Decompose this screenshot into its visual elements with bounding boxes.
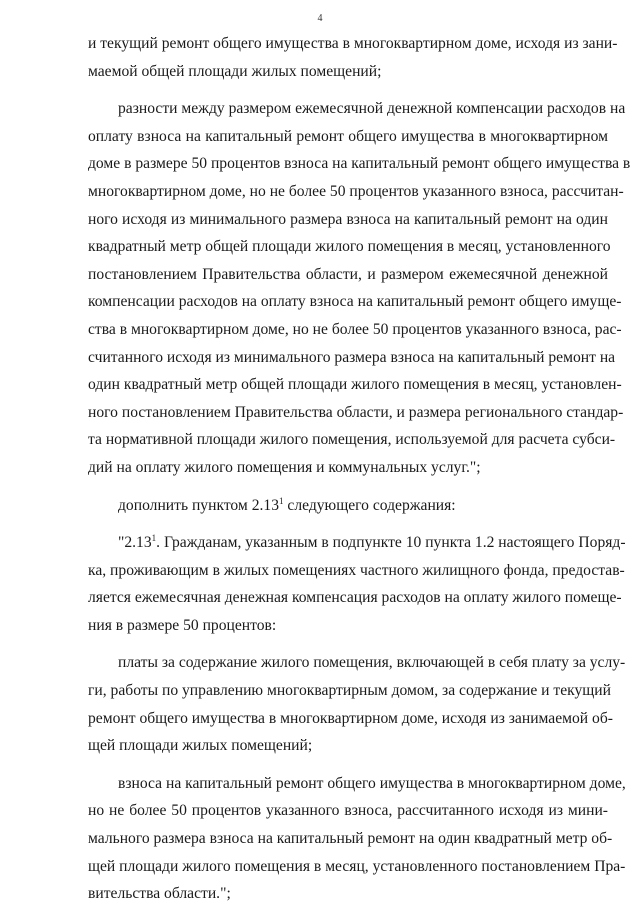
superscript: 1 <box>151 533 157 544</box>
page-number: 4 <box>317 13 323 24</box>
paragraph-gap <box>88 519 608 529</box>
text-line <box>88 529 626 557</box>
text-line <box>88 880 608 908</box>
text-run: и текущий ремонт общего имущества в многоквартирном доме, исходя из зани- <box>88 35 618 52</box>
text-run: ляется ежемесячная денежная компенсация расходов на оплату жилого помеще- <box>88 589 622 607</box>
text-run: ка, проживающим в жилых помещениях частного жилищного фонда, предостав- <box>88 561 625 579</box>
text-line <box>88 316 622 344</box>
text-line <box>88 853 626 881</box>
text-line <box>88 206 608 234</box>
text-line <box>88 233 611 261</box>
text-run: дий на оплату жилого помещения и коммунальных услуг."; <box>88 458 481 476</box>
text-run: платы за содержание жилого помещения, включающей в себя плату за услу- <box>118 654 626 672</box>
paragraph <box>88 529 626 639</box>
text-line <box>88 261 608 289</box>
text-run: . Гражданам, указанным в подпункте 10 пункта 1.2 настоящего Поряд- <box>156 534 626 552</box>
text-run: но не более 50 процентов указанного взноса, рассчитанного исходя из мини- <box>88 802 608 820</box>
paragraph-gap <box>88 85 608 95</box>
text-line <box>88 649 626 677</box>
text-line <box>88 612 608 640</box>
text-run: ремонт общего имущества в многоквартирном доме, исходя из занимаемой об- <box>88 709 613 727</box>
text-line <box>88 399 624 427</box>
text-line <box>88 30 618 58</box>
text-run: вительства области."; <box>88 885 231 903</box>
text-run: постановлением Правительства области, и размером ежемесячной денежной <box>88 265 608 283</box>
superscript: 1 <box>279 495 284 506</box>
paragraph-gap <box>88 482 608 492</box>
text-run: взноса на капитальный ремонт общего имущества в многоквартирном доме, <box>118 774 626 792</box>
text-run: доме в размере 50 процентов взноса на капитальный ремонт общего имущества в <box>88 155 631 173</box>
text-run: мального размера взноса на капитальный ремонт на один квадратный метр об- <box>88 830 613 848</box>
text-run: та нормативной площади жилого помещения, используемой для расчета субси- <box>88 431 616 449</box>
text-line <box>88 426 616 454</box>
paragraph <box>88 95 631 481</box>
paragraph <box>88 30 618 85</box>
text-line <box>88 95 626 123</box>
text-line <box>88 371 622 399</box>
text-line <box>88 677 611 705</box>
text-run: "2.13 <box>118 534 152 552</box>
text-run: разности между размером ежемесячной денежной компенсации расходов на <box>118 100 626 118</box>
paragraph-gap <box>88 760 608 770</box>
text-run: следующего содержания: <box>283 496 456 514</box>
text-run: щей площади жилого помещения в месяц, установленного постановлением Пра- <box>88 857 626 875</box>
text-line <box>88 825 613 853</box>
text-run: один квадратный метр общей площади жилого помещения в месяц, установлен- <box>88 376 622 394</box>
document-body <box>88 30 631 908</box>
text-run: оплату взноса на капитальный ремонт общего имущества в многоквартирном <box>88 127 608 145</box>
paragraph <box>88 770 626 908</box>
text-run: ги, работы по управлению многоквартирным домом, за содержание и текущий <box>88 682 611 700</box>
text-line <box>88 288 622 316</box>
text-line <box>88 150 631 178</box>
text-run: ства в многоквартирном доме, но не более 50 процентов указанного взноса, рас- <box>88 320 622 338</box>
paragraph <box>88 649 626 759</box>
text-line <box>88 344 616 372</box>
text-run: щей площади жилых помещений; <box>88 737 313 755</box>
text-line <box>88 492 608 520</box>
text-run: квадратный метр общей площади жилого помещения в месяц, установленного <box>88 238 611 256</box>
text-line <box>88 584 622 612</box>
text-line <box>88 454 608 482</box>
text-line <box>88 732 608 760</box>
text-line <box>88 770 626 798</box>
paragraph-gap <box>88 639 608 649</box>
text-run: ния в размере 50 процентов: <box>88 616 277 634</box>
text-line <box>88 797 608 825</box>
text-run: компенсации расходов на оплату взноса на капитальный ремонт общего имуще- <box>88 293 622 311</box>
text-run: дополнить пунктом 2.13 <box>118 496 279 514</box>
text-run: ного исходя из минимального размера взноса на капитальный ремонт на один <box>88 210 608 228</box>
paragraph <box>88 492 608 520</box>
text-run: маемой общей площади жилых помещений; <box>88 62 382 80</box>
text-line <box>88 557 625 585</box>
text-run: ного постановлением Правительства области, и размера регионального стандар- <box>88 403 624 421</box>
text-line <box>88 123 608 151</box>
text-line <box>88 58 608 86</box>
text-run: многоквартирном доме, но не более 50 процентов указанного взноса, рассчитан- <box>88 182 624 200</box>
text-line <box>88 178 624 206</box>
text-line <box>88 705 613 733</box>
text-run: считанного исходя из минимального размера взноса на капитальный ремонт на <box>88 348 616 366</box>
